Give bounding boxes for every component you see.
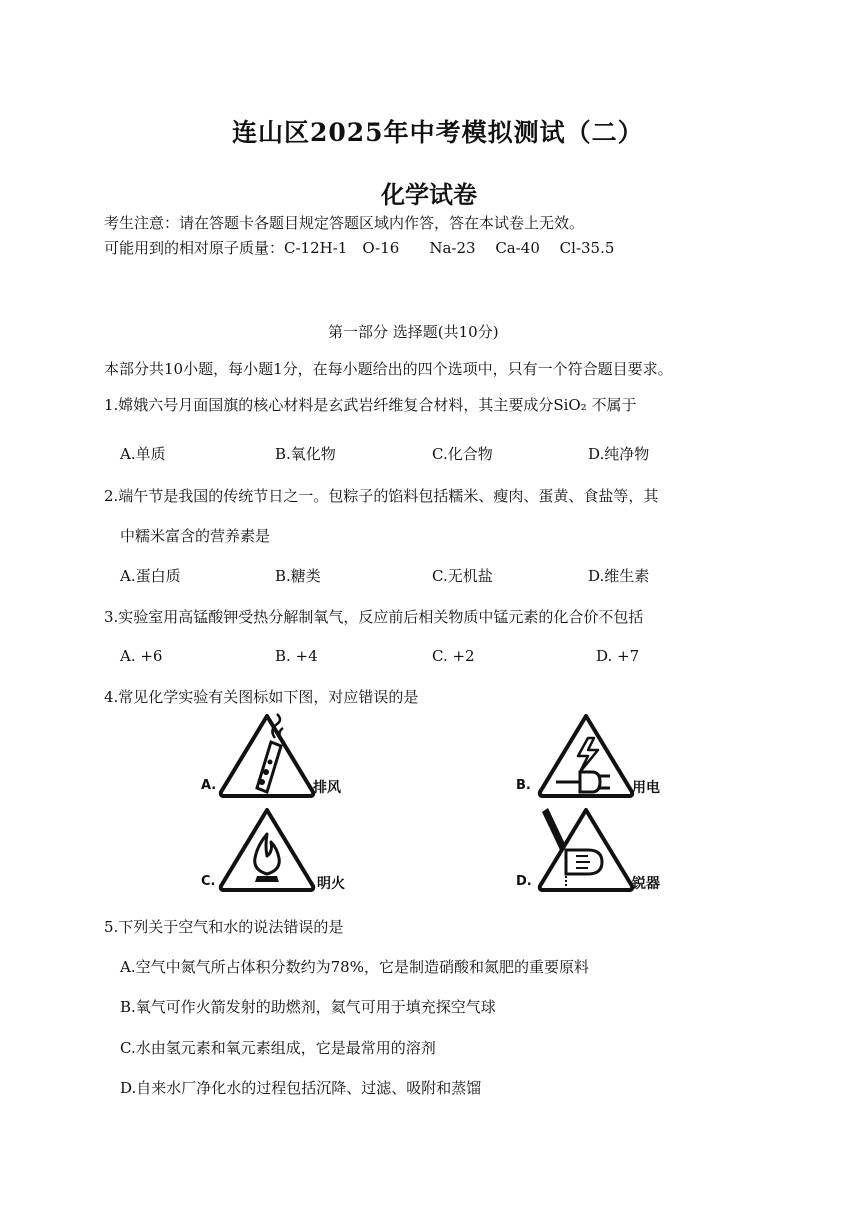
q3-option-c: C. +2 — [432, 647, 475, 665]
q2-option-c: C.无机盐 — [432, 567, 493, 585]
q2-option-a: A.蛋白质 — [120, 567, 181, 585]
section-heading: 第一部分 选择题(共10分) — [328, 323, 499, 341]
q1-option-a: A.单质 — [120, 445, 166, 463]
icon-c-label: 明火 — [317, 876, 345, 892]
sharp-object-icon — [536, 806, 636, 892]
icon-c-letter: C. — [201, 874, 216, 889]
icon-b-label: 用电 — [632, 780, 660, 796]
open-flame-icon — [217, 806, 317, 892]
q5-option-a: A.空气中氮气所占体积分数约为78%，它是制造硝酸和氮肥的重要原料 — [120, 958, 589, 976]
exam-notice: 考生注意：请在答题卡各题目规定答题区域内作答，答在本试卷上无效。 — [104, 214, 585, 232]
q5-option-d: D.自来水厂净化水的过程包括沉降、过滤、吸附和蒸馏 — [120, 1079, 482, 1097]
question-4-stem: 4.常见化学实验有关图标如下图，对应错误的是 — [104, 688, 419, 706]
question-2-stem-line2: 中糯米富含的营养素是 — [120, 527, 271, 545]
question-3-stem: 3.实验室用高锰酸钾受热分解制氧气，反应前后相关物质中锰元素的化合价不包括 — [104, 608, 644, 626]
icon-d-label: 锐器 — [632, 876, 660, 892]
atomic-masses: 可能用到的相对原子质量：C-12H-1 O-16 Na-23 Ca-40 Cl-35.5 — [104, 239, 615, 257]
icon-d-letter: D. — [516, 874, 532, 889]
question-1-stem: 1.嫦娥六号月面国旗的核心材料是玄武岩纤维复合材料，其主要成分SiO₂ 不属于 — [104, 396, 637, 414]
q1-option-b: B.氧化物 — [275, 445, 336, 463]
exhaust-icon — [217, 712, 317, 798]
q3-option-d: D. +7 — [596, 647, 640, 665]
q3-option-b: B. +4 — [275, 647, 318, 665]
electricity-icon — [536, 712, 636, 798]
q3-option-a: A. +6 — [120, 647, 163, 665]
exam-title: 连山区2025年中考模拟测试（二） — [232, 118, 644, 147]
section-instructions: 本部分共10小题，每小题1分，在每小题给出的四个选项中，只有一个符合题目要求。 — [104, 360, 673, 378]
q1-option-d: D.纯净物 — [588, 445, 650, 463]
icon-b-letter: B. — [516, 778, 531, 793]
question-2-stem-line1: 2.端午节是我国的传统节日之一。包粽子的馅料包括糯米、瘦肉、蛋黄、食盐等，其 — [104, 487, 659, 505]
exam-subtitle: 化学试卷 — [381, 180, 477, 209]
q2-option-b: B.糖类 — [275, 567, 321, 585]
q1-option-c: C.化合物 — [432, 445, 493, 463]
icon-a-label: 排风 — [313, 780, 341, 796]
q2-option-d: D.维生素 — [588, 567, 650, 585]
icon-a-letter: A. — [201, 778, 217, 793]
question-5-stem: 5.下列关于空气和水的说法错误的是 — [104, 918, 344, 936]
q5-option-b: B.氧气可作火箭发射的助燃剂，氦气可用于填充探空气球 — [120, 998, 496, 1016]
q5-option-c: C.水由氢元素和氧元素组成，它是最常用的溶剂 — [120, 1039, 436, 1057]
